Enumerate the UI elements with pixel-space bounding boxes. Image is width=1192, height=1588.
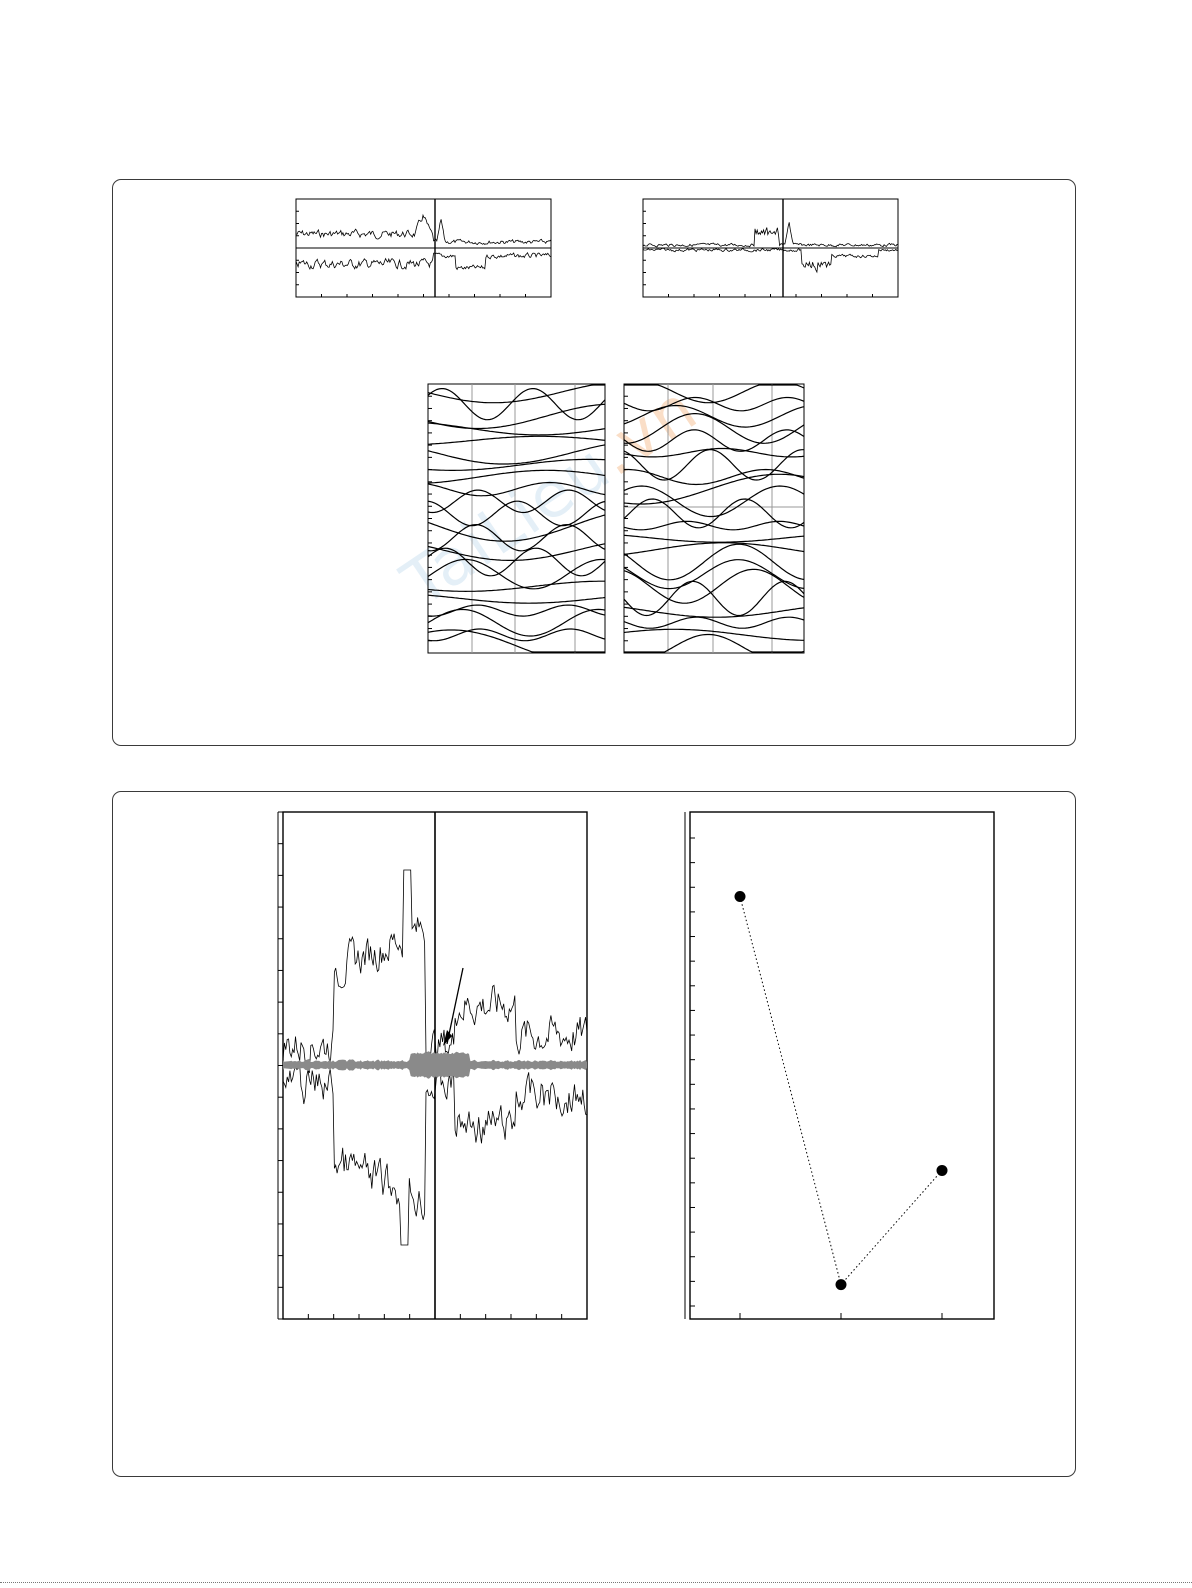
band-curve	[428, 525, 605, 551]
band-curve	[428, 581, 605, 591]
band-curve	[428, 544, 605, 561]
data-point	[937, 1165, 948, 1176]
band-curve	[428, 389, 605, 420]
band-curve	[428, 459, 605, 470]
footer-rule	[0, 1582, 1192, 1583]
spin-up-curve	[296, 215, 551, 244]
band-curve	[624, 398, 804, 411]
band-curve	[624, 544, 804, 580]
data-point	[836, 1279, 847, 1290]
dos-spin-top-right	[643, 199, 898, 297]
plot-frame	[624, 384, 804, 653]
band-curve	[624, 607, 804, 617]
spin-down-curve	[643, 248, 898, 272]
band-curve	[428, 404, 605, 428]
three-point-plot	[685, 812, 994, 1319]
band-curve	[624, 543, 804, 555]
band-curve	[428, 423, 605, 435]
dos-with-shaded-component	[278, 812, 587, 1319]
band-curve	[624, 486, 804, 517]
band-curve	[428, 445, 605, 464]
band-structure-left	[428, 384, 605, 653]
plot-frame	[690, 812, 994, 1319]
band-curve	[428, 436, 605, 444]
connecting-line	[740, 897, 942, 1285]
data-point	[735, 891, 746, 902]
band-curve	[428, 629, 605, 641]
band-curve	[428, 609, 605, 636]
watermark: TaiLieu.vn	[390, 371, 712, 622]
band-curve	[428, 559, 605, 588]
annotation-arrow	[447, 968, 463, 1044]
band-curve	[428, 595, 605, 603]
band-curve	[624, 617, 804, 628]
band-curve	[428, 483, 605, 496]
spin-down-curve	[296, 253, 551, 270]
spin-up-curve	[643, 222, 898, 247]
band-curve	[624, 470, 804, 485]
band-curve	[624, 385, 804, 403]
band-curve	[624, 635, 804, 653]
band-curve	[624, 535, 804, 542]
band-curve	[624, 450, 804, 480]
band-curve	[428, 501, 605, 526]
band-curve	[624, 406, 804, 428]
dos-spin-top-left	[296, 199, 551, 297]
band-curve	[428, 470, 605, 483]
band-structure-right	[624, 384, 804, 653]
